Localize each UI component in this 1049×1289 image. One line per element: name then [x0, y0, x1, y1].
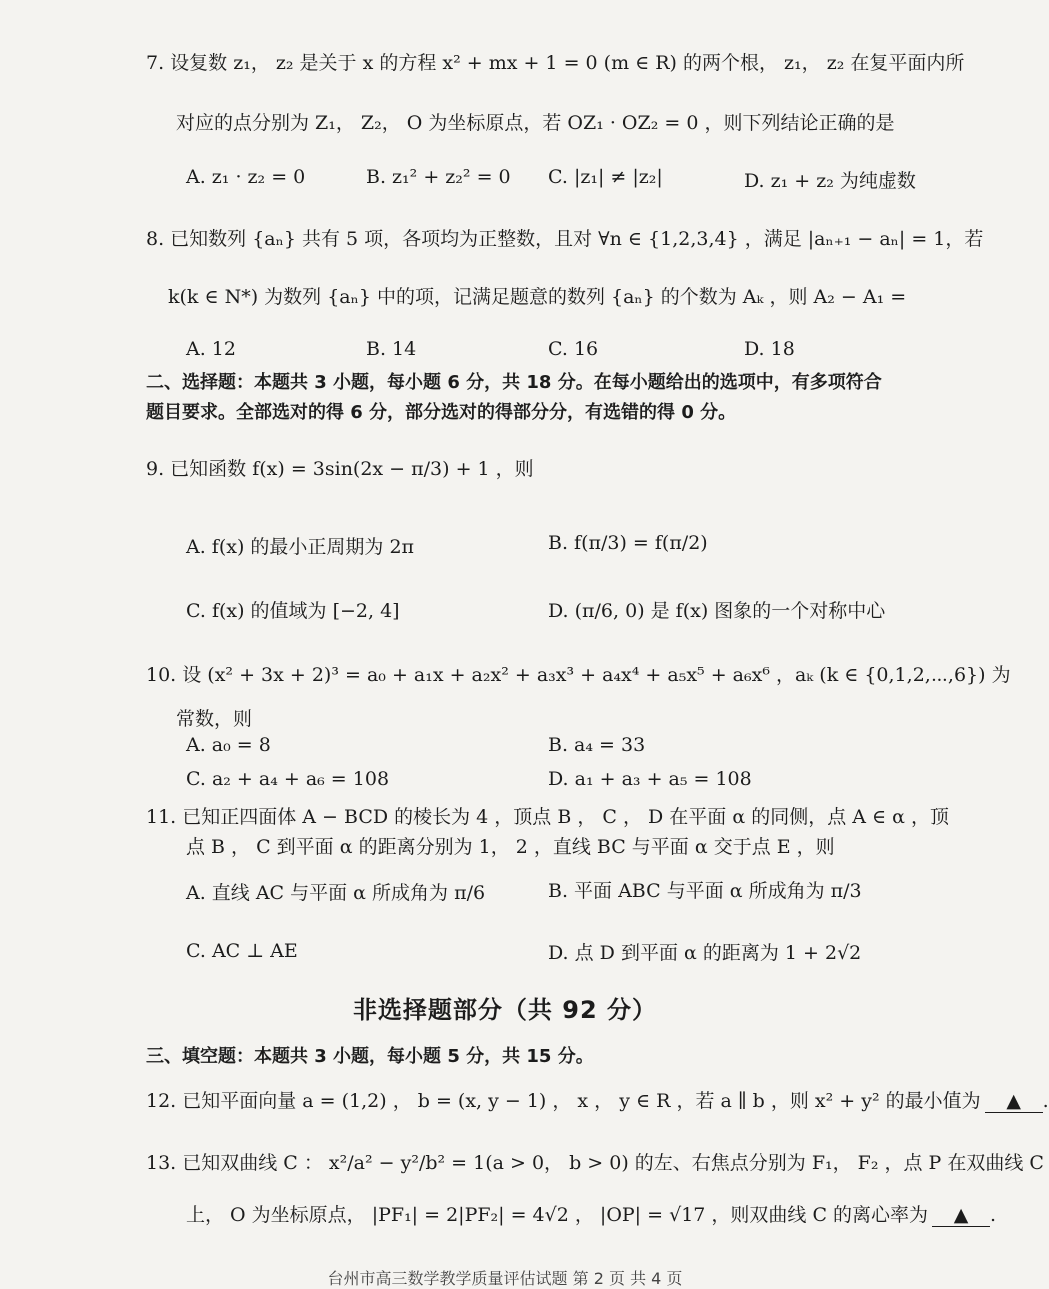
q8-line2: k(k ∈ N*) 为数列 {aₙ} 中的项，记满足题意的数列 {aₙ} 的个数为 Aₖ ，则 A₂ − A₁ =	[168, 286, 907, 308]
q11-option-a: A. 直线 AC 与平面 α 所成角为 π/6	[186, 882, 486, 904]
q9-option-a: A. f(x) 的最小正周期为 2π	[186, 536, 415, 558]
q7-option-a: A. z₁ · z₂ = 0	[186, 166, 306, 188]
q8-option-b: B. 14	[366, 338, 417, 360]
q11-line2: 点 B ， C 到平面 α 的距离分别为 1， 2 ，直线 BC 与平面 α 交于点 E ，则	[186, 836, 835, 858]
section3-heading: 三、填空题：本题共 3 小题，每小题 5 分，共 15 分。	[146, 1046, 594, 1067]
q13-text: 上， O 为坐标原点， |PF₁| = 2|PF₂| = 4√2 ， |OP| = √17 ，则双曲线 C 的离心率为	[186, 1204, 929, 1226]
page-footer: 台州市高三数学教学质量评估试题 第 2 页 共 4 页	[327, 1269, 683, 1288]
q8-option-a: A. 12	[186, 338, 236, 360]
q7-option-b: B. z₁² + z₂² = 0	[366, 166, 511, 188]
q7-option-c: C. |z₁| ≠ |z₂|	[548, 166, 663, 188]
q11-option-b: B. 平面 ABC 与平面 α 所成角为 π/3	[548, 880, 862, 902]
part-title: 非选择题部分（共 92 分）	[352, 996, 658, 1024]
q9-option-b: B. f(π/3) = f(π/2)	[548, 532, 708, 554]
q10-option-a: A. a₀ = 8	[186, 734, 271, 756]
q13-line2: 上， O 为坐标原点， |PF₁| = 2|PF₂| = 4√2 ， |OP| = √17 ，则双曲线 C 的离心率为 ▲ .	[186, 1204, 997, 1226]
q13-answer-blank: ▲	[932, 1204, 990, 1227]
q13-line1: 13. 已知双曲线 C ： x²/a² − y²/b² = 1(a > 0， b > 0) 的左、右焦点分别为 F₁， F₂ ，点 P 在双曲线 C	[146, 1152, 1044, 1174]
q8-option-c: C. 16	[548, 338, 599, 360]
q9-option-d: D. (π/6, 0) 是 f(x) 图象的一个对称中心	[548, 600, 886, 622]
q10-option-d: D. a₁ + a₃ + a₅ = 108	[548, 768, 752, 790]
q8-option-d: D. 18	[744, 338, 795, 360]
q10-line2: 常数，则	[176, 708, 253, 730]
q9-option-c: C. f(x) 的值域为 [−2, 4]	[186, 600, 400, 622]
q11-option-c: C. AC ⊥ AE	[186, 940, 298, 962]
section2-line2: 题目要求。全部选对的得 6 分，部分选对的得部分分，有选错的得 0 分。	[146, 402, 737, 423]
q7-line2: 对应的点分别为 Z₁， Z₂， O 为坐标原点，若 OZ₁ · OZ₂ = 0 ，则下列结论正确的是	[176, 112, 895, 134]
q11-line1: 11. 已知正四面体 A − BCD 的棱长为 4 ，顶点 B ， C ， D 在平面 α 的同侧，点 A ∈ α ，顶	[146, 806, 949, 828]
q12-answer-blank: ▲	[985, 1090, 1043, 1113]
q10-option-c: C. a₂ + a₄ + a₆ = 108	[186, 768, 390, 790]
q7-option-d: D. z₁ + z₂ 为纯虚数	[744, 170, 916, 192]
q7-line1: 7. 设复数 z₁， z₂ 是关于 x 的方程 x² + mx + 1 = 0 (m ∈ R) 的两个根， z₁， z₂ 在复平面内所	[146, 52, 965, 74]
q9-line1: 9. 已知函数 f(x) = 3sin(2x − π/3) + 1 ，则	[146, 458, 534, 480]
q11-option-d: D. 点 D 到平面 α 的距离为 1 + 2√2	[548, 942, 862, 964]
section2-line1: 二、选择题：本题共 3 小题，每小题 6 分，共 18 分。在每小题给出的选项中，有多项符合	[146, 372, 882, 393]
q10-option-b: B. a₄ = 33	[548, 734, 646, 756]
q12-line1: 12. 已知平面向量 a = (1,2) ， b = (x, y − 1) ， x ， y ∈ R ，若 a ∥ b ，则 x² + y² 的最小值为 ▲ .	[146, 1090, 1049, 1112]
q8-line1: 8. 已知数列 {aₙ} 共有 5 项，各项均为正整数，且对 ∀n ∈ {1,2,3,4} ，满足 |aₙ₊₁ − aₙ| = 1，若	[146, 228, 984, 250]
q10-line1: 10. 设 (x² + 3x + 2)³ = a₀ + a₁x + a₂x² + a₃x³ + a₄x⁴ + a₅x⁵ + a₆x⁶ ，aₖ (k ∈ {0,1,2,⋯,6}) 为	[146, 664, 1011, 686]
q12-text: 12. 已知平面向量 a = (1,2) ， b = (x, y − 1) ， x ， y ∈ R ，若 a ∥ b ，则 x² + y² 的最小值为	[146, 1090, 981, 1112]
